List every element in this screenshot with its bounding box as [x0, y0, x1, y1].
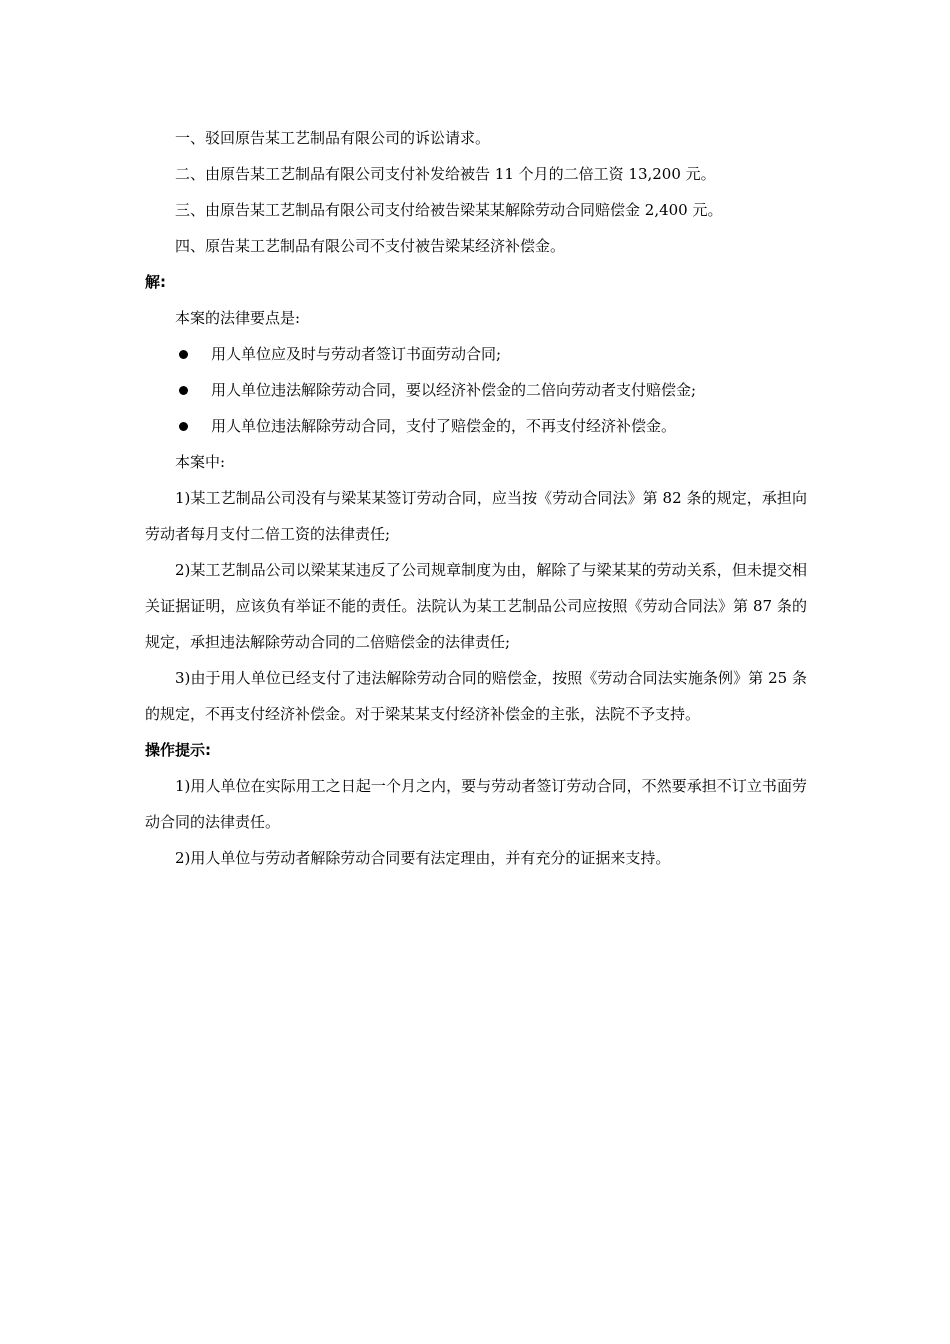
tip-item-1: 1)用人单位在实际用工之日起一个月之内，要与劳动者签订劳动合同，不然要承担不订立书面劳动合同的法律责任。 — [145, 777, 807, 831]
case-point-2: 2)某工艺制品公司以梁某某违反了公司规章制度为由，解除了与梁某某的劳动关系，但未提交相关证据证明，应该负有举证不能的责任。法院认为某工艺制品公司应按照《劳动合同法》第 87 条的规定，承担违法解除劳动合同的二倍赔偿金的法律责任; — [145, 561, 807, 651]
legal-point-bullet — [145, 372, 807, 408]
legal-point-bullet — [145, 336, 807, 372]
case-label: 本案中: — [175, 453, 226, 471]
legal-point-text: 用人单位违法解除劳动合同，要以经济补偿金的二倍向劳动者支付赔偿金; — [211, 381, 697, 399]
legal-point-text: 用人单位应及时与劳动者签订书面劳动合同; — [211, 345, 502, 363]
document-body — [145, 120, 807, 876]
judgment-item-1: 一、驳回原告某工艺制品有限公司的诉讼请求。 — [175, 129, 491, 147]
judgment-item-3: 三、由原告某工艺制品有限公司支付给被告梁某某解除劳动合同赔偿金 2,400 元。 — [175, 201, 723, 219]
tip-item-2: 2)用人单位与劳动者解除劳动合同要有法定理由，并有充分的证据来支持。 — [175, 849, 671, 867]
legal-point-bullet — [145, 408, 807, 444]
judgment-item-2: 二、由原告某工艺制品有限公司支付补发给被告 11 个月的二倍工资 13,200 元。 — [175, 165, 716, 183]
analysis-intro: 本案的法律要点是: — [175, 309, 301, 327]
analysis-heading: 解: — [145, 273, 166, 291]
judgment-item-4: 四、原告某工艺制品有限公司不支付被告梁某经济补偿金。 — [175, 237, 566, 255]
case-point-1: 1)某工艺制品公司没有与梁某某签订劳动合同，应当按《劳动合同法》第 82 条的规定，承担向劳动者每月支付二倍工资的法律责任; — [145, 489, 807, 543]
tips-heading: 操作提示: — [145, 741, 211, 759]
case-point-3: 3)由于用人单位已经支付了违法解除劳动合同的赔偿金，按照《劳动合同法实施条例》第 25 条的规定，不再支付经济补偿金。对于梁某某支付经济补偿金的主张，法院不予支持。 — [145, 669, 807, 723]
legal-point-text: 用人单位违法解除劳动合同，支付了赔偿金的，不再支付经济补偿金。 — [211, 417, 677, 435]
